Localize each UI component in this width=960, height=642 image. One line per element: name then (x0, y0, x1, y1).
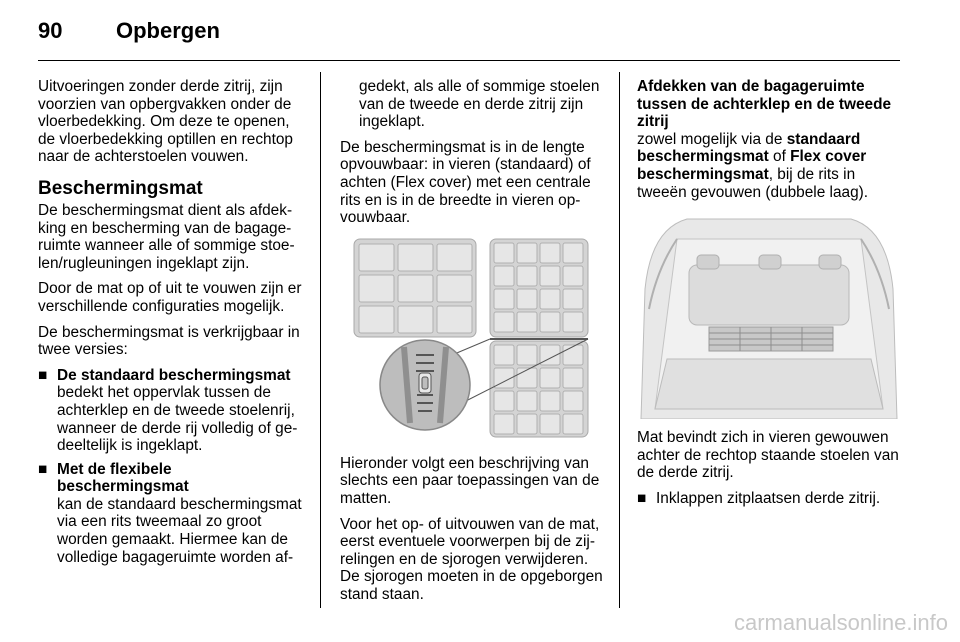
paragraph: De beschermingsmat dient als afdekking en bescherming van de bagageruimte wanneer alle of sommige stoelen/rugleuningen ingeklapt zijn. (38, 201, 295, 272)
bullet-text: Inklappen zitplaatsen derde zitrij. (656, 489, 881, 507)
bullet-mark: ■ (38, 366, 48, 384)
paragraph: Door de mat op of uit te vouwen zijn er verschillende configuraties mogelijk. (38, 280, 302, 315)
bullet-bold: Met de flexibele beschermingsmat (57, 460, 189, 496)
paragraph: Mat bevindt zich in vieren gewouwen achter de rechtop staande stoelen van de derde zitrij. (637, 429, 899, 482)
header-rule (38, 60, 900, 61)
list-item (637, 490, 905, 508)
page-header (0, 0, 960, 62)
heading-beschermingsmat: Beschermingsmat (38, 177, 203, 199)
cargo-area-illustration (637, 209, 901, 419)
intro-paragraph: Uitvoeringen zonder derde zitrij, zijn voorzien van opbergvakken onder de vloerbedekking. Om deze te openen, de vloerbedekking optillen en rechtop naar de achterstoelen vouwen. (38, 78, 293, 166)
list-item (38, 367, 304, 455)
page-number: 90 (38, 18, 63, 43)
bullet-mark: ■ (38, 460, 48, 478)
list-item (38, 461, 304, 567)
bullet-mark: ■ (637, 489, 647, 507)
paragraph: Voor het op- of uitvouwen van de mat, eerst eventuele voorwerpen bij de zijrelingen en de sjorogen verwijderen. De sjorogen moeten in de opgeborgen stand staan. (340, 515, 603, 603)
continued-paragraph: gedekt, als alle of sommige stoelen van de tweede en derde zitrij zijn ingeklapt. (359, 78, 600, 131)
bullet-text: bedekt het oppervlak tussen de achterklep en de tweede stoelenrij, wanneer de derde rij volledig of gedeeltelijk is ingeklapt. (57, 384, 298, 455)
watermark: carmanualsonline.info (733, 610, 948, 635)
bullet-text: kan de standaard beschermingsmat via een rits tweemaal zo groot worden gemaakt. Hiermee kan de volledige bagageruimte worden af- (57, 495, 302, 566)
column-divider-2 (619, 72, 620, 608)
section-title: Opbergen (116, 18, 220, 43)
column-2 (340, 78, 606, 612)
heading-afdekken: Afdekken van de bagageruimte tussen de achterklep en de tweede zitrij (637, 78, 892, 131)
steps-list (637, 490, 905, 508)
paragraph: De beschermingsmat is verkrijgbaar in twee versies: (38, 323, 300, 359)
mat-zipper-illustration (340, 235, 606, 445)
column-divider-1 (320, 72, 321, 608)
paragraph: De beschermingsmat is in de lengte opvouwbaar: in vieren (standaard) of achten (Flex cover) met een centrale rits en is in de breedte in vieren opvouwbaar. (340, 138, 591, 227)
paragraph: zowel mogelijk via de standaard beschermingsmat of Flex cover beschermingsmat, bij de rits in tweeën gevouwen (dubbele laag). (637, 130, 869, 201)
paragraph: Hieronder volgt een beschrijving van slechts een paar toepassingen van de matten. (340, 454, 600, 507)
column-1 (38, 78, 304, 574)
column-3 (637, 78, 905, 516)
bullet-bold: De standaard beschermingsmat (57, 366, 291, 384)
versions-list (38, 367, 304, 567)
